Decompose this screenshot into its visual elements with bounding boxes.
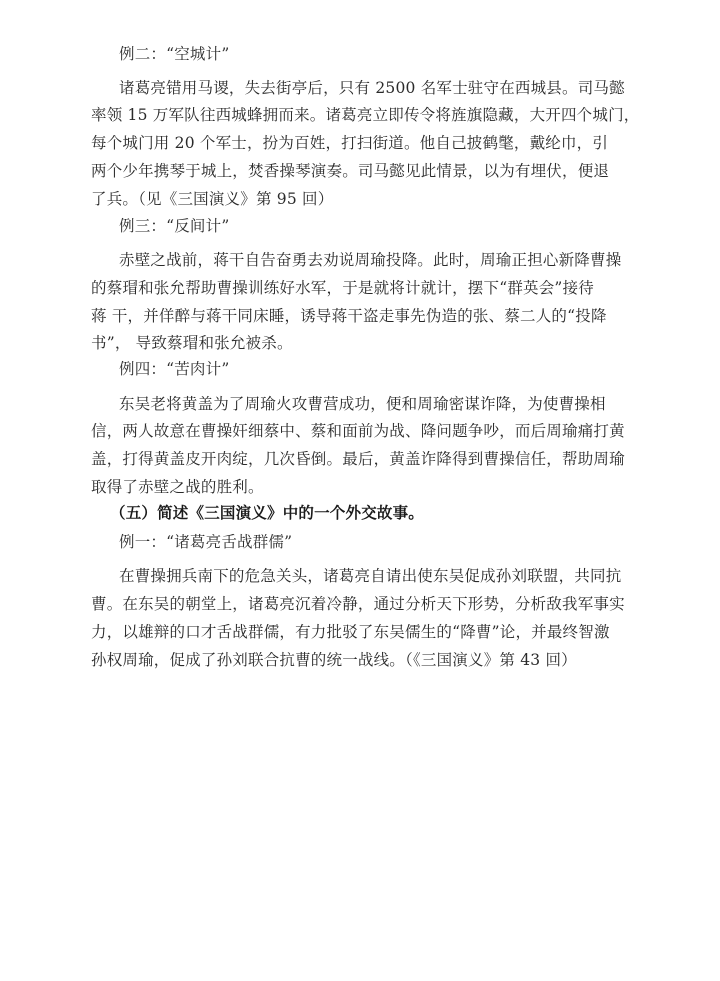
- paragraph-line: 的蔡瑁和张允帮助曹操训练好水军，于是就将计就计，摆下“群英会”接待: [91, 279, 594, 297]
- example-heading-shezhanqunru: 例一：“诸葛亮舌战群儒”: [119, 533, 293, 551]
- paragraph-line: 信，两人故意在曹操奸细蔡中、蔡和面前为战、降问题争吵，而后周瑜痛打黄: [91, 422, 625, 440]
- paragraph-line: 盖，打得黄盖皮开肉绽，几次昏倒。最后，黄盖诈降得到曹操信任，帮助周瑜: [91, 450, 625, 468]
- paragraph-line: 力，以雄辩的口才舌战群儒，有力批驳了东吴儒生的“降曹”论，并最终智激: [91, 623, 610, 641]
- paragraph-line: 诸葛亮错用马谡，失去街亭后，只有 2500 名军士驻守在西城县。司马懿: [119, 79, 625, 97]
- paragraph-line: 每个城门用 20 个军士，扮为百姓，打扫街道。他自己披鹤氅，戴纶巾，引: [91, 134, 609, 152]
- paragraph-line: 了兵。（见《三国演义》第 95 回）: [91, 190, 334, 208]
- paragraph-line: 曹。在东吴的朝堂上，诸葛亮沉着冷静，通过分析天下形势，分析敌我军事实: [91, 595, 625, 613]
- paragraph-line: 蒋 干，并佯醉与蒋干同床睡，诱导蒋干盗走事先伪造的张、蔡二人的“投降: [91, 307, 607, 325]
- section-heading: （五）简述《三国演义》中的一个外交故事。: [110, 503, 425, 522]
- paragraph-line: 孙权周瑜，促成了孙刘联合抗曹的统一战线。（《三国演义》第 43 回）: [91, 651, 577, 669]
- paragraph-line: 东吴老将黄盖为了周瑜火攻曹营成功，便和周瑜密谋诈降，为使曹操相: [119, 395, 606, 413]
- paragraph-line: 两个少年携琴于城上，焚香操琴演奏。司马懿见此情景，以为有埋伏，便退: [91, 162, 610, 180]
- paragraph-line: 取得了赤壁之战的胜利。: [91, 478, 264, 496]
- example-heading-kurouji: 例四：“苦肉计”: [119, 360, 230, 378]
- paragraph-line: 书”， 导致蔡瑁和张允被杀。: [91, 334, 293, 352]
- paragraph-line: 率领 15 万军队往西城蜂拥而来。诸葛亮立即传令将旌旗隐藏，大开四个城门，: [91, 106, 640, 124]
- paragraph-line: 在曹操拥兵南下的危急关头，诸葛亮自请出使东吴促成孙刘联盟，共同抗: [119, 567, 622, 585]
- example-heading-fanjianji: 例三：“反间计”: [119, 217, 230, 235]
- paragraph-line: 赤壁之战前，蒋干自告奋勇去劝说周瑜投降。此时，周瑜正担心新降曹操: [119, 251, 622, 269]
- example-heading-kongchengji: 例二：“空城计”: [119, 45, 230, 63]
